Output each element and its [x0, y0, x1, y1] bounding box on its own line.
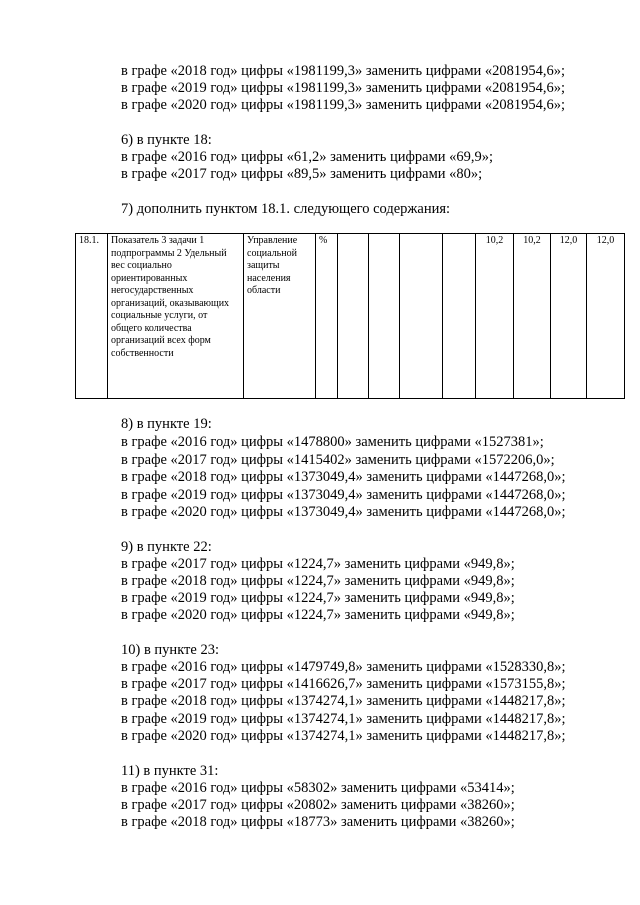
text-line: в графе «2019 год» цифры «1981199,3» заменить цифрами «2081954,6»; [121, 80, 566, 96]
text-line: в графе «2018 год» цифры «1981199,3» заменить цифрами «2081954,6»; [121, 63, 566, 79]
cell-value: 12,0 [587, 234, 625, 399]
text-line: в графе «2017 год» цифры «20802» заменить цифрами «38260»; [121, 797, 515, 813]
cell-value: 10,2 [514, 234, 551, 399]
text-line: в графе «2016 год» цифры «58302» заменить цифрами «53414»; [121, 780, 515, 796]
text-line: в графе «2016 год» цифры «1478800» заменить цифрами «1527381»; [121, 434, 544, 450]
cell-value: 10,2 [476, 234, 514, 399]
text-line: в графе «2019 год» цифры «1224,7» заменить цифрами «949,8»; [121, 590, 515, 606]
text-line: в графе «2017 год» цифры «89,5» заменить цифрами «80»; [121, 166, 483, 182]
indicator-table [75, 233, 625, 399]
section-heading: 7) дополнить пунктом 18.1. следующего содержания: [121, 201, 451, 217]
text-line: в графе «2017 год» цифры «1415402» заменить цифрами «1572206,0»; [121, 452, 555, 468]
cell-indicator: Показатель 3 задачи 1 подпрограммы 2 Удельный вес социально ориентированных негосударственных организаций, оказывающих социальные услуги, от общего количества организаций всех форм собственности [108, 234, 244, 399]
cell-value [400, 234, 443, 399]
cell-unit: % [316, 234, 338, 399]
section-heading: 11) в пункте 31: [121, 763, 219, 779]
text-line: в графе «2017 год» цифры «1416626,7» заменить цифрами «1573155,8»; [121, 676, 566, 692]
text-line: в графе «2018 год» цифры «1373049,4» заменить цифрами «1447268,0»; [121, 469, 566, 485]
text-line: в графе «2020 год» цифры «1224,7» заменить цифрами «949,8»; [121, 607, 515, 623]
text-line: в графе «2020 год» цифры «1374274,1» заменить цифрами «1448217,8»; [121, 728, 566, 744]
cell-value [443, 234, 476, 399]
text-line: в графе «2018 год» цифры «1374274,1» заменить цифрами «1448217,8»; [121, 693, 566, 709]
text-line: в графе «2016 год» цифры «61,2» заменить цифрами «69,9»; [121, 149, 494, 165]
table-row [76, 234, 625, 399]
text-line: в графе «2020 год» цифры «1981199,3» заменить цифрами «2081954,6»; [121, 97, 566, 113]
cell-number: 18.1. [76, 234, 108, 399]
text-line: в графе «2018 год» цифры «1224,7» заменить цифрами «949,8»; [121, 573, 515, 589]
section-heading: 9) в пункте 22: [121, 539, 212, 555]
cell-value [369, 234, 400, 399]
section-heading: 8) в пункте 19: [121, 416, 212, 432]
cell-value [338, 234, 369, 399]
cell-value: 12,0 [551, 234, 587, 399]
section-heading: 6) в пункте 18: [121, 132, 212, 148]
cell-agency: Управление социальной защиты населения области [244, 234, 316, 399]
text-line: в графе «2016 год» цифры «1479749,8» заменить цифрами «1528330,8»; [121, 659, 566, 675]
text-line: в графе «2017 год» цифры «1224,7» заменить цифрами «949,8»; [121, 556, 515, 572]
text-line: в графе «2020 год» цифры «1373049,4» заменить цифрами «1447268,0»; [121, 504, 566, 520]
text-line: в графе «2019 год» цифры «1373049,4» заменить цифрами «1447268,0»; [121, 487, 566, 503]
text-line: в графе «2018 год» цифры «18773» заменить цифрами «38260»; [121, 814, 515, 830]
section-heading: 10) в пункте 23: [121, 642, 219, 658]
text-line: в графе «2019 год» цифры «1374274,1» заменить цифрами «1448217,8»; [121, 711, 566, 727]
